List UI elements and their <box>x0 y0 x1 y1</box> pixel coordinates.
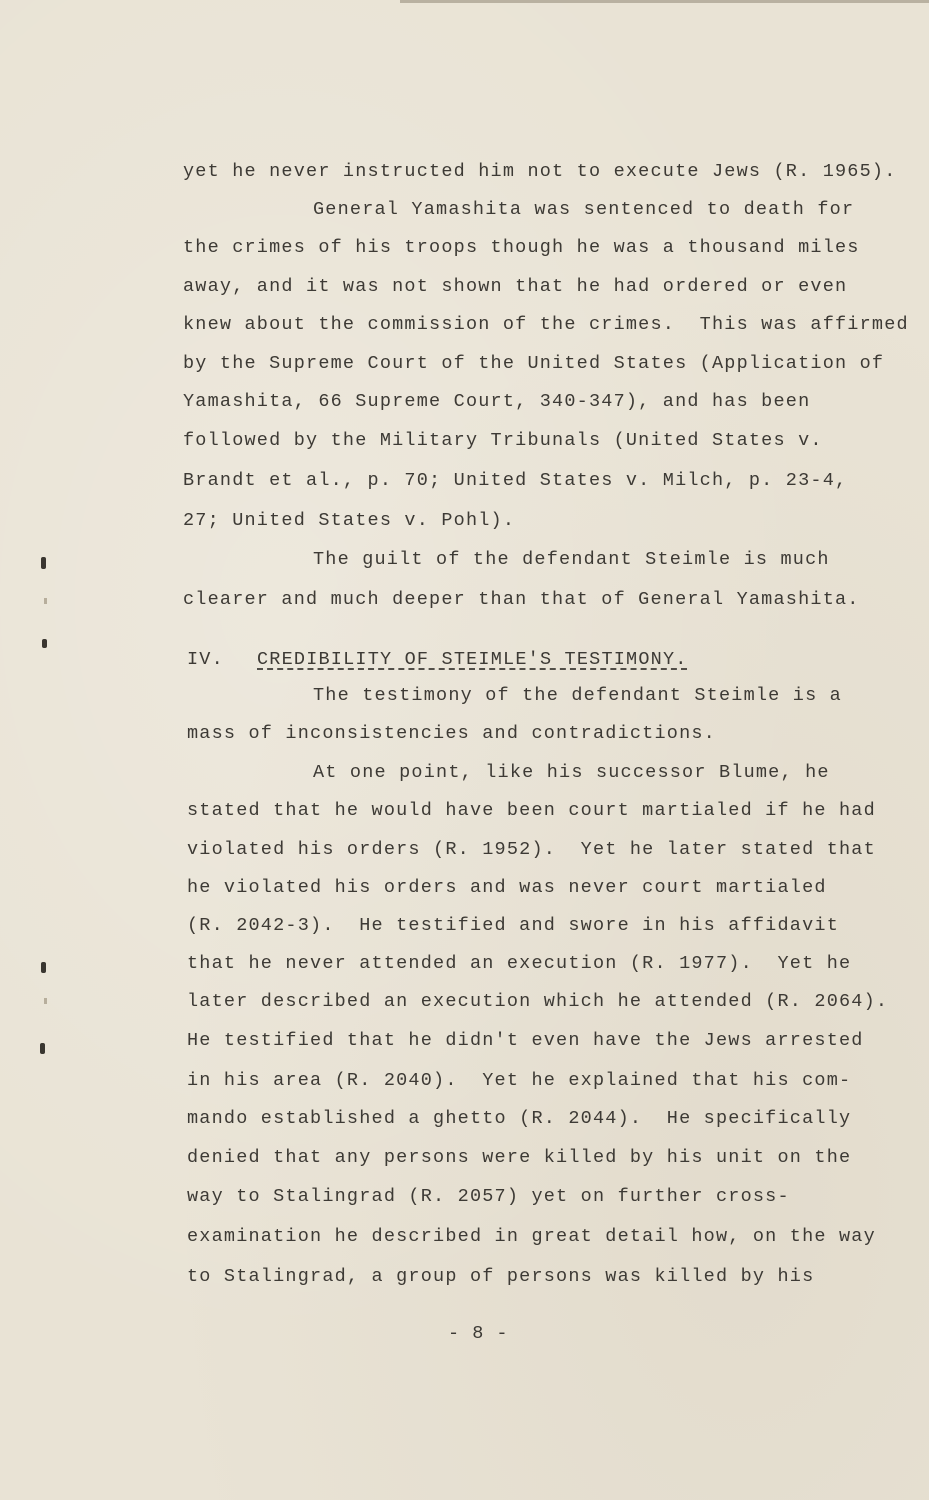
text-line: General Yamashita was sentenced to death for <box>313 199 855 220</box>
text-line: way to Stalingrad (R. 2057) yet on further cross- <box>187 1186 790 1207</box>
text-line: mass of inconsistencies and contradictions. <box>187 723 716 744</box>
text-line: yet he never instructed him not to execute Jews (R. 1965). <box>183 161 897 182</box>
binding-hole-mark <box>41 962 46 973</box>
text-line: Brandt et al., p. 70; United States v. Milch, p. 23-4, <box>183 470 848 491</box>
text-line: Yamashita, 66 Supreme Court, 340-347), and has been <box>183 391 811 412</box>
binding-hole-mark <box>41 557 46 569</box>
text-line: by the Supreme Court of the United States (Application of <box>183 353 885 374</box>
text-line: in his area (R. 2040). Yet he explained that his com- <box>187 1070 852 1091</box>
text-line: 27; United States v. Pohl). <box>183 510 516 531</box>
text-line: that he never attended an execution (R. 1977). Yet he <box>187 953 852 974</box>
text-line: the crimes of his troops though he was a thousand miles <box>183 237 860 258</box>
text-line: he violated his orders and was never court martialed <box>187 877 827 898</box>
text-line: He testified that he didn't even have the Jews arrested <box>187 1030 864 1051</box>
text-line: stated that he would have been court martialed if he had <box>187 800 876 821</box>
text-line: away, and it was not shown that he had ordered or even <box>183 276 848 297</box>
text-line: examination he described in great detail how, on the way <box>187 1226 876 1247</box>
margin-tick <box>44 598 47 604</box>
text-line: denied that any persons were killed by his unit on the <box>187 1147 852 1168</box>
page-edge <box>400 0 929 3</box>
text-line: The testimony of the defendant Steimle is a <box>313 685 842 706</box>
binding-hole-mark <box>40 1043 45 1054</box>
text-line: knew about the commission of the crimes. This was affirmed <box>183 314 909 335</box>
text-line: to Stalingrad, a group of persons was killed by his <box>187 1266 815 1287</box>
text-line: At one point, like his successor Blume, he <box>313 762 830 783</box>
text-line: clearer and much deeper than that of General Yamashita. <box>183 589 860 610</box>
binding-hole-mark <box>42 639 47 648</box>
text-line: followed by the Military Tribunals (United States v. <box>183 430 823 451</box>
text-line: later described an execution which he attended (R. 2064). <box>187 991 889 1012</box>
page-number: - 8 - <box>448 1323 509 1344</box>
text-line: (R. 2042-3). He testified and swore in his affidavit <box>187 915 839 936</box>
margin-tick <box>44 998 47 1004</box>
section-number: IV. <box>187 649 224 670</box>
section-heading: CREDIBILITY OF STEIMLE'S TESTIMONY. <box>257 649 688 670</box>
text-line: violated his orders (R. 1952). Yet he later stated that <box>187 839 876 860</box>
text-line: mando established a ghetto (R. 2044). He specifically <box>187 1108 852 1129</box>
text-line: The guilt of the defendant Steimle is much <box>313 549 830 570</box>
